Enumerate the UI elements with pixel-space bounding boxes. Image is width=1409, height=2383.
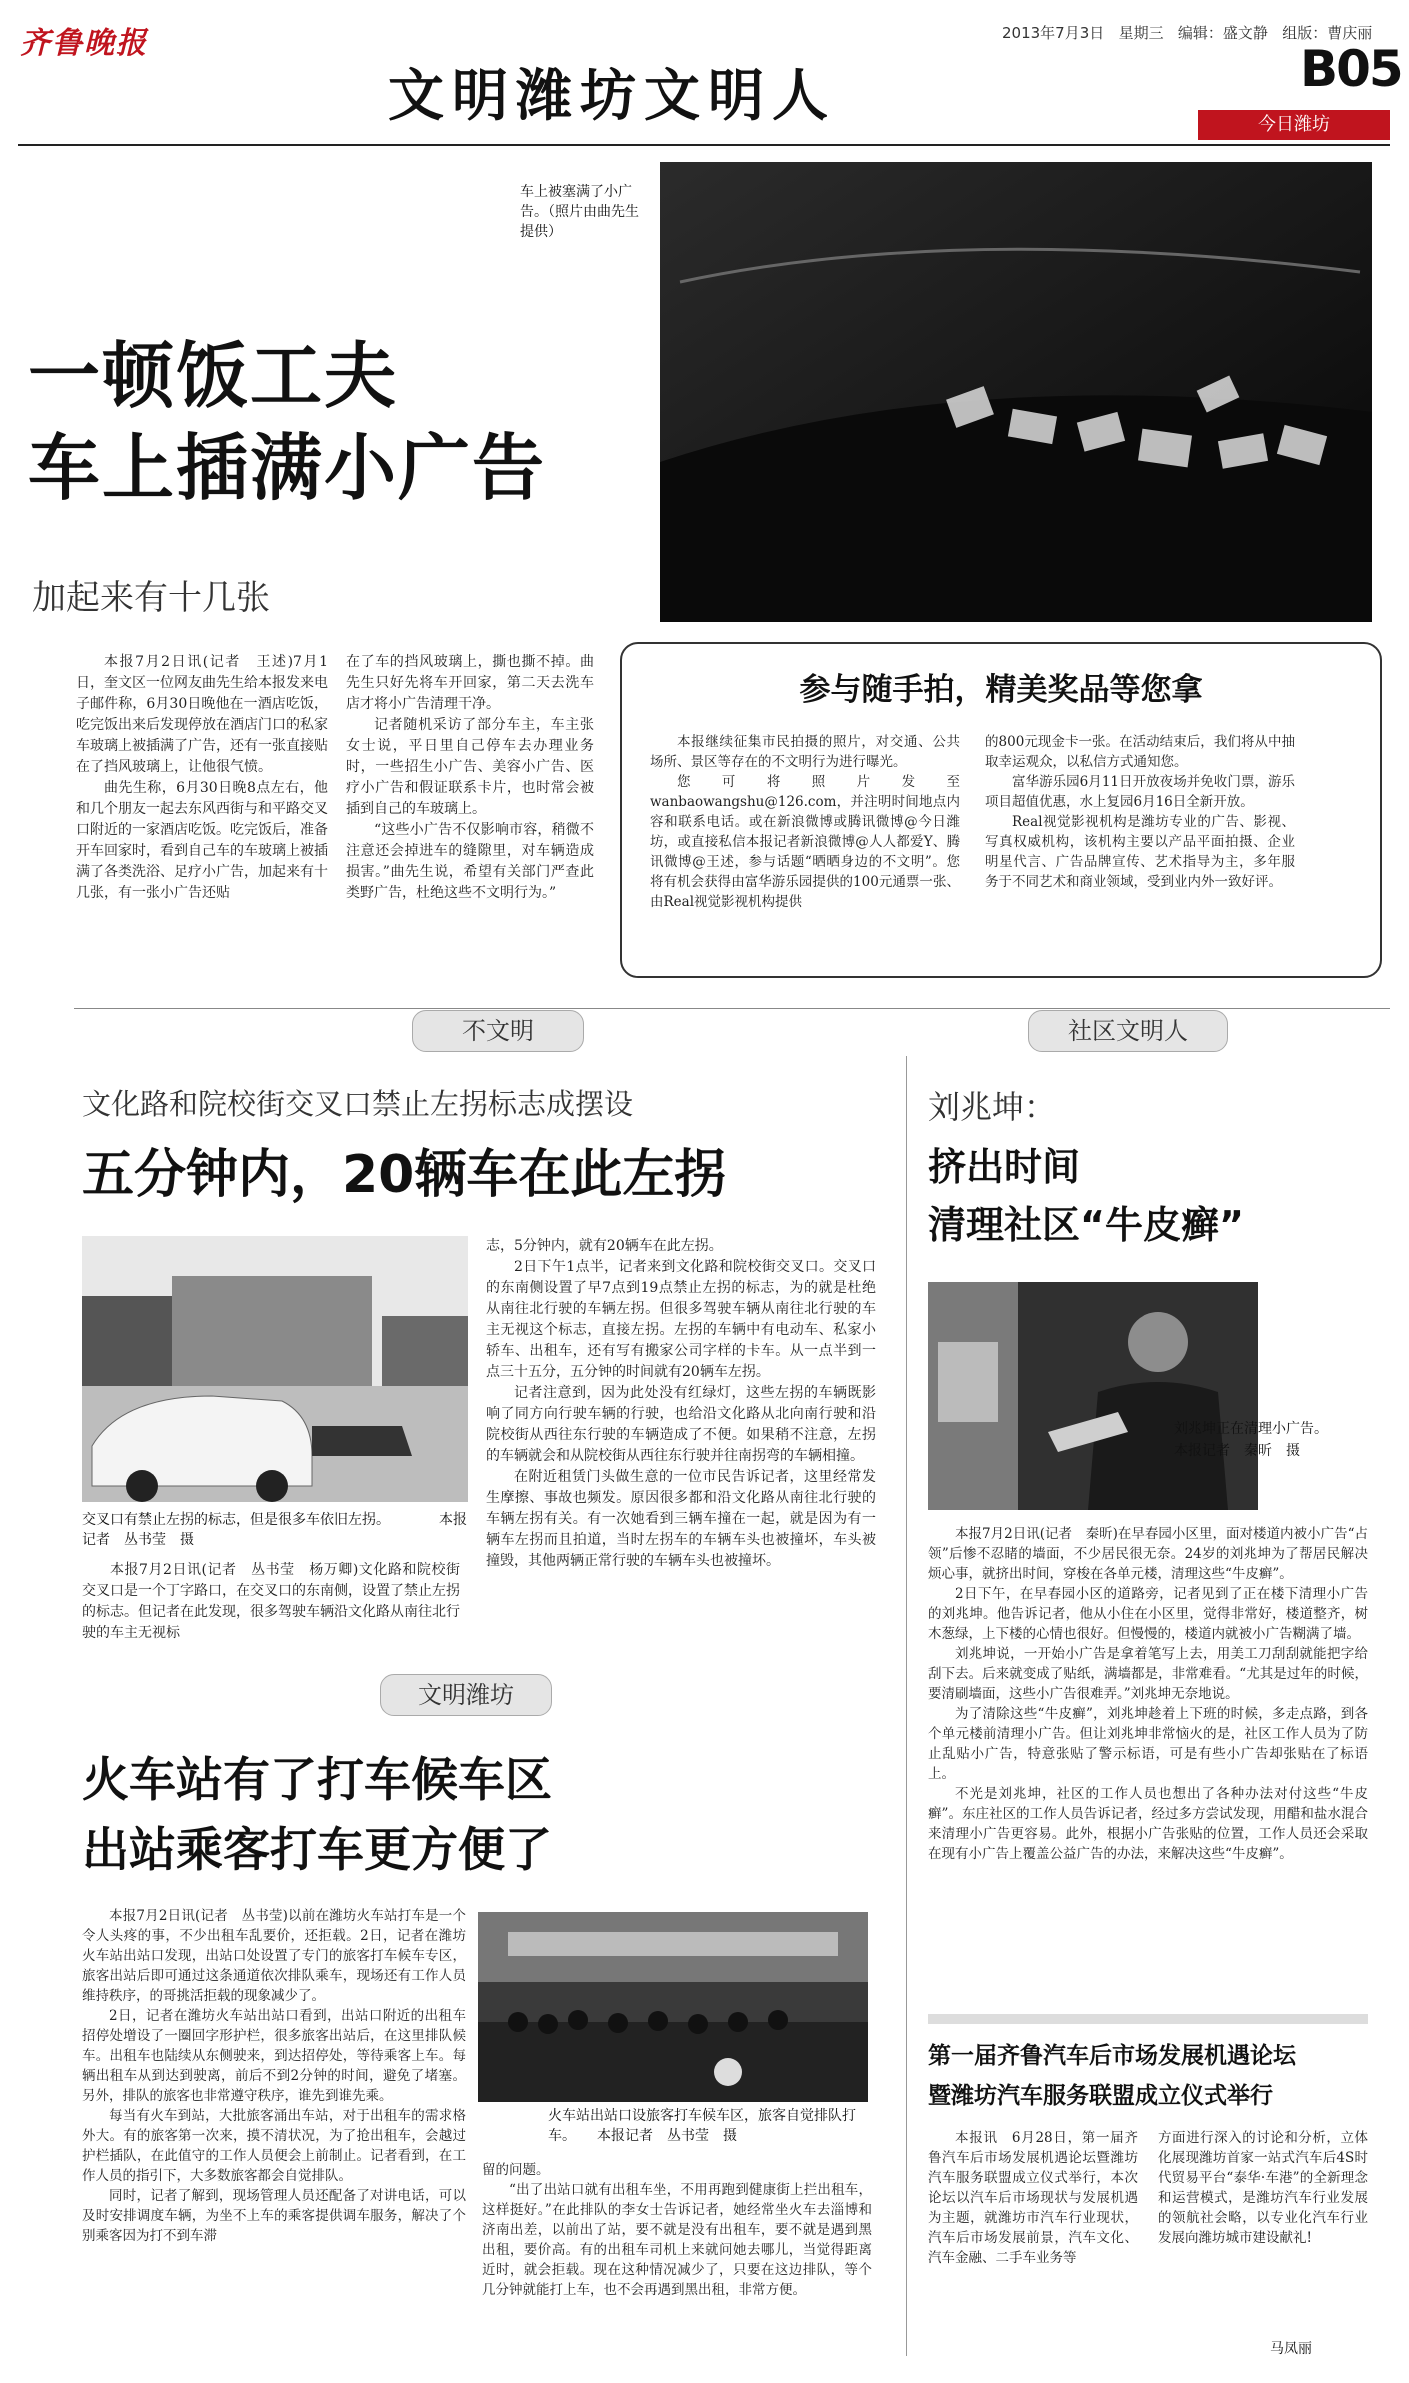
promo-column-1	[650, 732, 960, 912]
story2-photo-caption: 交叉口有禁止左拐的标志，但是很多车依旧左拐。 本报记者 丛书莹 摄	[82, 1512, 467, 1548]
car-photo-illustration	[660, 162, 1372, 622]
promo-paragraph: 富华游乐园6月11日开放夜场并免收门票，游乐项目超值优惠，水上复园6月16日全新开放。	[985, 774, 1295, 810]
story2-kicker: 文化路和院校街交叉口禁止左拐标志成摆设	[82, 1087, 634, 1121]
story4-column-1	[928, 1524, 1368, 1864]
section-badge: 今日潍坊	[1198, 110, 1390, 140]
story3-headline-line2: 出站乘客打车更方便了	[82, 1823, 552, 1878]
story3-paragraph: 本报7月2日讯(记者 丛书莹)以前在潍坊火车站打车是一个令人头疼的事，不少出租车乱要价，还拒载。2日，记者在潍坊火车站出站口发现，出站口处设置了专门的旅客打车候车专区，旅客出站后即可通过这条通道依次排队乘车，现场还有工作人员维持秩序，的哥挑活拒载的现象减少了。	[82, 1908, 466, 2004]
story4-paragraph: 为了清除这些“牛皮癣”，刘兆坤趁着上下班的时候，多走点路，到各个单元楼前清理小广告。但让刘兆坤非常恼火的是，社区工作人员为了防止乱贴小广告，特意张贴了警示标语，可是有些小广告却张贴在了标语上。	[928, 1706, 1368, 1782]
column-divider	[906, 1056, 907, 2356]
issue-weekday: 星期三	[1118, 24, 1164, 42]
issue-layout: 组版：曹庆丽	[1282, 24, 1373, 42]
story3-paragraph: 同时，记者了解到，现场管理人员还配备了对讲电话，可以及时安排调度车辆，为坐不上车的乘客提供调车服务，解决了个别乘客因为打不到车滞	[82, 2188, 466, 2244]
story3-paragraph: 留的问题。	[482, 2162, 550, 2178]
story1-headline-line1: 一顿饭工夫	[28, 334, 399, 418]
story1-photo	[660, 162, 1372, 622]
story1-paragraph: 记者随机采访了部分车主，车主张女士说，平日里自己停车去办理业务时，一些招生小广告、美容小广告、医疗小广告和假证联系卡片，也时常会被插到自己的车玻璃上。	[346, 717, 594, 817]
story1-column-1	[76, 652, 328, 904]
story5-column-2	[1158, 2128, 1368, 2248]
story4-paragraph: 不光是刘兆坤，社区的工作人员也想出了各种办法对付这些“牛皮癣”。东庄社区的工作人员告诉记者，经过多方尝试发现，用醋和盐水混合来清理小广告更容易。此外，根据小广告张贴的位置，工作人员还会采取在现有小广告上覆盖公益广告的办法，来解决这些“牛皮癣”。	[928, 1786, 1368, 1862]
story3-headline-line1: 火车站有了打车候车区	[82, 1753, 552, 1808]
section-title: 文明潍坊文明人	[388, 64, 836, 129]
story1-headline-line2: 车上插满小广告	[28, 426, 547, 510]
story5-headline-line1: 第一届齐鲁汽车后市场发展机遇论坛	[928, 2043, 1296, 2069]
story2-paragraph: 本报7月2日讯(记者 丛书莹 杨万卿)文化路和院校街交叉口是一个丁字路口，在交叉口的东南侧，设置了禁止左拐的标志。但记者在此发现，很多驾驶车辆沿文化路从南往北行驶的车主无视标	[82, 1562, 460, 1641]
promo-title: 参与随手拍，精美奖品等您拿	[799, 672, 1203, 708]
issue-date: 2013年7月3日	[1002, 24, 1105, 42]
story4-paragraph: 刘兆坤说，一开始小广告是拿着笔写上去，用美工刀刮刮就能把字给刮下去。后来就变成了贴纸，满墙都是，非常难看。“尤其是过年的时候，要清刷墙面，这些小广告很难弄。”刘兆坤无奈地说。	[928, 1646, 1368, 1702]
story4-headline	[928, 1138, 1244, 1254]
story4-paragraph: 2日下午，在早春园小区的道路旁，记者见到了正在楼下清理小广告的刘兆坤。他告诉记者，他从小住在小区里，觉得非常好，楼道整齐，树木葱绿，上下楼的心情也很好。但慢慢的，楼道内就被小广告糊满了墙。	[928, 1586, 1368, 1642]
page-number: B05	[1300, 40, 1402, 98]
story3-photo	[478, 1912, 868, 2102]
story5-column-1	[928, 2128, 1138, 2268]
promo-paragraph: 您可将照片发至wanbaowangshu@126.com，并注明时间地点内容和联系电话。或在新浪微博或腾讯微博@今日潍坊，或直接私信本报记者新浪微博@人人都爱Y、腾讯微博@王述，参与话题“晒晒身边的不文明”。您将有机会获得由富华游乐园提供的100元通票一张、由Real视觉影视机构提供	[650, 774, 960, 910]
story1-subhead: 加起来有十几张	[32, 578, 270, 618]
story4-paragraph: 本报7月2日讯(记者 秦昕)在早春园小区里，面对楼道内被小广告“占领”后惨不忍睹的墙面，不少居民很无奈。24岁的刘兆坤为了帮居民解决烦心事，就挤出时间，穿梭在各单元楼，清理这些“牛皮癣”。	[928, 1526, 1368, 1582]
promo-column-2	[985, 732, 1295, 892]
story3-column-1	[82, 1906, 466, 2246]
story1-paragraph: 在了车的挡风玻璃上，撕也撕不掉。曲先生只好先将车开回家，第二天去洗车店才将小广告清理干净。	[346, 654, 594, 712]
issue-editor: 编辑：盛文静	[1177, 24, 1268, 42]
story4-name: 刘兆坤：	[928, 1088, 1057, 1126]
story5-byline: 马凤丽	[1270, 2341, 1312, 2357]
story3-paragraph: “出了出站口就有出租车坐，不用再跑到健康街上拦出租车，这样挺好。”在此排队的李女士告诉记者，她经常坐火车去淄博和济南出差，以前出了站，要不就是没有出租车，要不就是遇到黑出租，要价高。有的出租车司机上来就问她去哪儿，当觉得距离近时，就会拒载。现在这种情况减少了，只要在这边排队，等个几分钟就能打上车，也不会再遇到黑出租，非常方便。	[482, 2182, 872, 2298]
story4-photo-caption: 刘兆坤正在清理小广告。 本报记者 秦昕 摄	[1174, 1421, 1349, 1459]
story2-paragraph: 在附近租赁门头做生意的一位市民告诉记者，这里经常发生摩擦、事故也频发。原因很多都和沿文化路从南往北行驶的车辆左拐有关。有一次她看到三辆车撞在一起，就是因为有一辆车左拐而且拍道，当时左拐车的车辆车头也被撞坏，车头被撞毁，其他两辆正常行驶的车辆车头也被撞坏。	[486, 1469, 876, 1569]
cleaning-photo-illustration	[928, 1282, 1258, 1510]
story2-paragraph: 2日下午1点半，记者来到文化路和院校街交叉口。交叉口的东南侧设置了早7点到19点禁止左拐的标志，为的就是杜绝从南往北行驶的车辆左拐。但很多驾驶车辆从南往北行驶的车主无视这个标志，直接左拐。左拐的车辆中有电动车、私家小轿车、出租车，还有写有搬家公司字样的卡车。从一点半到一点三十五分，五分钟的时间就有20辆车左拐。	[486, 1259, 876, 1380]
station-photo-illustration	[478, 1912, 868, 2102]
story2-column-2	[486, 1236, 876, 1572]
story4-headline-line1: 挤出时间	[928, 1145, 1081, 1189]
story1-photo-caption: 车上被塞满了小广告。（照片由曲先生提供）	[520, 184, 639, 240]
story3-photo-caption: 火车站出站口设旅客打车候车区，旅客自觉排队打车。 本报记者 丛书莹 摄	[548, 2108, 856, 2144]
story5-headline-line2: 暨潍坊汽车服务联盟成立仪式举行	[928, 2083, 1273, 2109]
story1-paragraph: “这些小广告不仅影响市容，稍微不注意还会掉进车的缝隙里，对车辆造成损害。”曲先生说，希望有关部门严查此类野广告，杜绝这些不文明行为。”	[346, 822, 594, 901]
story2-headline: 五分钟内，20辆车在此左拐	[82, 1145, 727, 1205]
label-community: 社区文明人	[1028, 1010, 1228, 1052]
story3-headline	[82, 1746, 552, 1886]
story5-paragraph: 方面进行深入的讨论和分析，立体化展现潍坊首家一站式汽车后4S时代贸易平台“泰华·车港”的全新理念和运营模式，是潍坊汽车行业发展的领航社会略，以专业化汽车行业发展向潍坊城市建设献礼!	[1158, 2130, 1368, 2246]
story3-paragraph: 2日，记者在潍坊火车站出站口看到，出站口附近的出租车招停处增设了一圈回字形护栏，很多旅客出站后，在这里排队候车。出租车也陆续从东侧驶来，到达招停处，等待乘客上车。每辆出租车从到达到驶离，前后不到2分钟的时间，避免了堵塞。另外，排队的旅客也非常遵守秩序，谁先到谁先乘。	[82, 2008, 466, 2104]
story5-paragraph: 本报讯 6月28日，第一届齐鲁汽车后市场发展机遇论坛暨潍坊汽车服务联盟成立仪式举行，本次论坛以汽车后市场现状与发展机遇为主题，就潍坊市汽车行业现状，汽车后市场发展前景，汽车文化、汽车金融、二手车业务等	[928, 2130, 1138, 2266]
story2-paragraph: 志，5分钟内，就有20辆车在此左拐。	[486, 1238, 723, 1254]
paper-logo: 齐鲁晚报	[20, 26, 148, 61]
story5-headline	[928, 2036, 1296, 2116]
promo-paragraph: 的800元现金卡一张。在活动结束后，我们将从中抽取幸运观众，以私信方式通知您。	[985, 734, 1295, 770]
promo-paragraph: 本报继续征集市民拍摄的照片，对交通、公共场所、景区等存在的不文明行为进行曝光。	[650, 734, 960, 770]
story4-photo	[928, 1282, 1258, 1510]
street-photo-illustration	[82, 1236, 468, 1502]
story2-column-1	[82, 1560, 460, 1644]
story2-photo	[82, 1236, 468, 1502]
story1-headline	[28, 330, 546, 514]
label-uncivil: 不文明	[412, 1010, 584, 1052]
promo-paragraph: Real视觉影视机构是潍坊专业的广告、影视、写真权威机构，该机构主要以产品平面拍摄、企业明星代言、广告品牌宣传、艺术指导为主，多年服务于不同艺术和商业领域，受到业内外一致好评。	[985, 814, 1295, 890]
story1-paragraph: 曲先生称，6月30日晚8点左右，他和几个朋友一起去东风西街与和平路交叉口附近的一家酒店吃饭。吃完饭后，准备开车回家时，看到自己车的车玻璃上被插满了各类洗浴、足疗小广告，加起来有十几张，有一张小广告还贴	[76, 780, 328, 901]
masthead-rule	[18, 144, 1390, 146]
story1-paragraph: 本报7月2日讯(记者 王述)7月1日，奎文区一位网友曲先生给本报发来电子邮件称，6月30日晚他在一酒店吃饭，吃完饭出来后发现停放在酒店门口的私家车玻璃上被插满了广告，还有一张直接贴在了挡风玻璃上，让他很气愤。	[76, 654, 328, 775]
story4-headline-line2: 清理社区“牛皮癣”	[928, 1203, 1244, 1247]
story3-paragraph: 每当有火车到站，大批旅客涌出车站，对于出租车的需求格外大。有的旅客第一次来，摸不清状况，为了抢出租车，会越过护栏插队，在此值守的工作人员便会上前制止。记者看到，在工作人员的指引下，大多数旅客都会自觉排队。	[82, 2108, 466, 2184]
story3-column-2	[482, 2160, 872, 2300]
story2-paragraph: 记者注意到，因为此处没有红绿灯，这些左拐的车辆既影响了同方向行驶车辆的行驶，也给沿文化路从北向南行驶和沿院校街从西往东行驶的车辆造成了不便。如果稍不注意，左拐的车辆就会和从院校街从西往东行驶并往南拐弯的车辆相撞。	[486, 1385, 876, 1464]
section-rule	[74, 1008, 1390, 1009]
story4-divider	[928, 2014, 1368, 2024]
label-civil-weifang: 文明潍坊	[380, 1674, 552, 1716]
story1-column-2	[346, 652, 594, 904]
